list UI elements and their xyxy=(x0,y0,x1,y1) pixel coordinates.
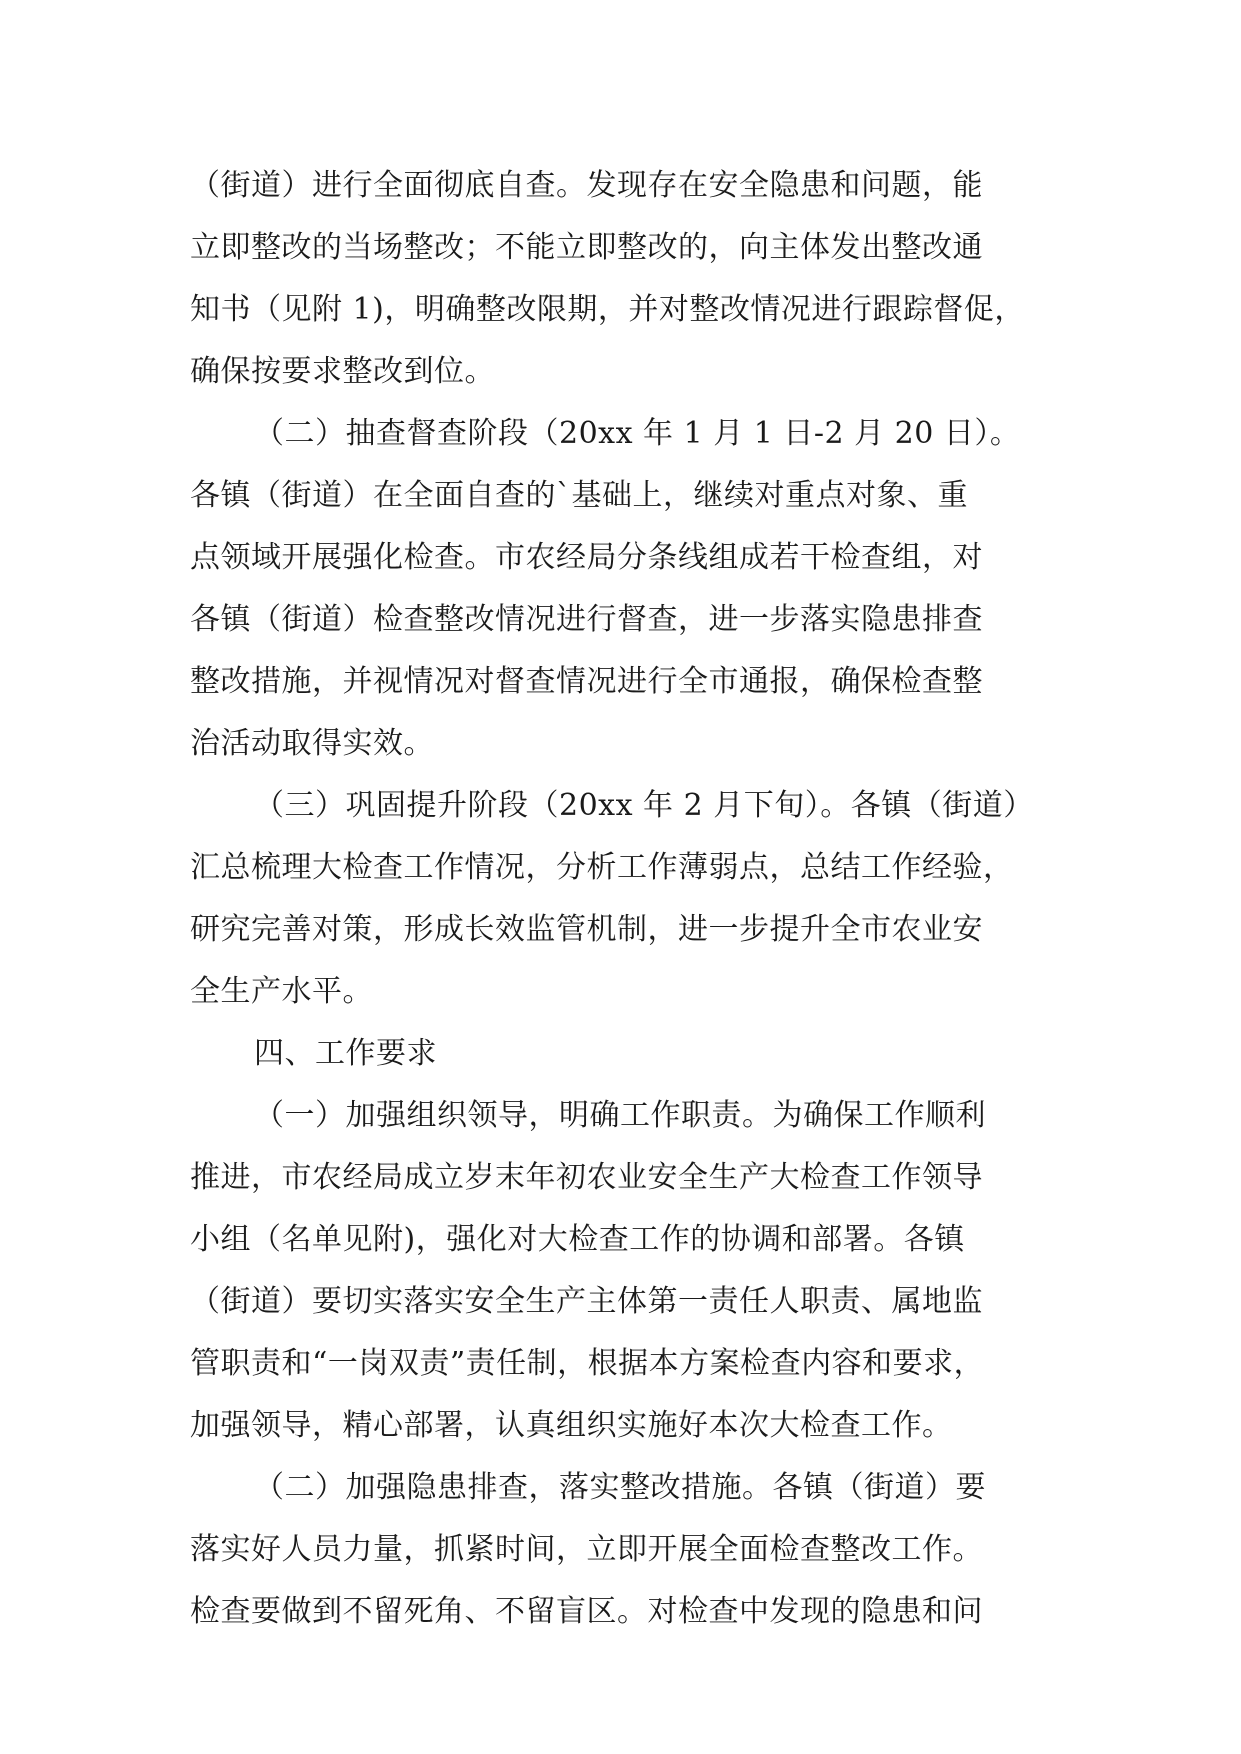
text-line: 管职责和“一岗双责”责任制，根据本方案检查内容和要求， xyxy=(190,1346,985,1381)
text-line: 汇总梳理大检查工作情况，分析工作薄弱点，总结工作经验， xyxy=(190,850,1014,885)
text-line: 立即整改的当场整改；不能立即整改的，向主体发出整改通 xyxy=(190,230,983,265)
text-line: 检查要做到不留死角、不留盲区。对检查中发现的隐患和问 xyxy=(190,1594,983,1629)
text-line: 小组（名单见附)，强化对大检查工作的协调和部署。各镇 xyxy=(190,1222,965,1257)
text-line: 点领域开展强化检查。市农经局分条线组成若干检查组，对 xyxy=(190,540,983,575)
section-heading-line: （二）加强隐患排查，落实整改措施。各镇（街道）要 xyxy=(254,1470,986,1505)
document-body xyxy=(190,155,1090,1643)
text-line: 各镇（街道）检查整改情况进行督查，进一步落实隐患排查 xyxy=(190,602,983,637)
text-line: 推进，市农经局成立岁末年初农业安全生产大检查工作领导 xyxy=(190,1160,983,1195)
section-title: 四、工作要求 xyxy=(254,1036,437,1071)
text-line: 加强领导，精心部署，认真组织实施好本次大检查工作。 xyxy=(190,1408,953,1443)
section-heading-line: （三）巩固提升阶段（20xx 年 2 月下旬）。各镇（街道） xyxy=(254,788,1034,823)
section-heading-line: （二）抽查督查阶段（20xx 年 1 月 1 日-2 月 20 日）。 xyxy=(254,416,1021,451)
text-line: 各镇（街道）在全面自查的`基础上，继续对重点对象、重 xyxy=(190,478,968,513)
section-heading-line: （一）加强组织领导，明确工作职责。为确保工作顺利 xyxy=(254,1098,986,1133)
text-line: 确保按要求整改到位。 xyxy=(190,354,495,389)
text-line: 整改措施，并视情况对督查情况进行全市通报，确保检查整 xyxy=(190,664,983,699)
text-line: 全生产水平。 xyxy=(190,974,373,1009)
text-line: 落实好人员力量，抓紧时间，立即开展全面检查整改工作。 xyxy=(190,1532,983,1567)
text-line: 知书（见附 1)，明确整改限期，并对整改情况进行跟踪督促， xyxy=(190,292,1025,327)
text-line: 研究完善对策，形成长效监管机制，进一步提升全市农业安 xyxy=(190,912,983,947)
text-line: （街道）要切实落实安全生产主体第一责任人职责、属地监 xyxy=(190,1284,983,1319)
text-line: 治活动取得实效。 xyxy=(190,726,434,761)
text-line: （街道）进行全面彻底自查。发现存在安全隐患和问题，能 xyxy=(190,168,983,203)
